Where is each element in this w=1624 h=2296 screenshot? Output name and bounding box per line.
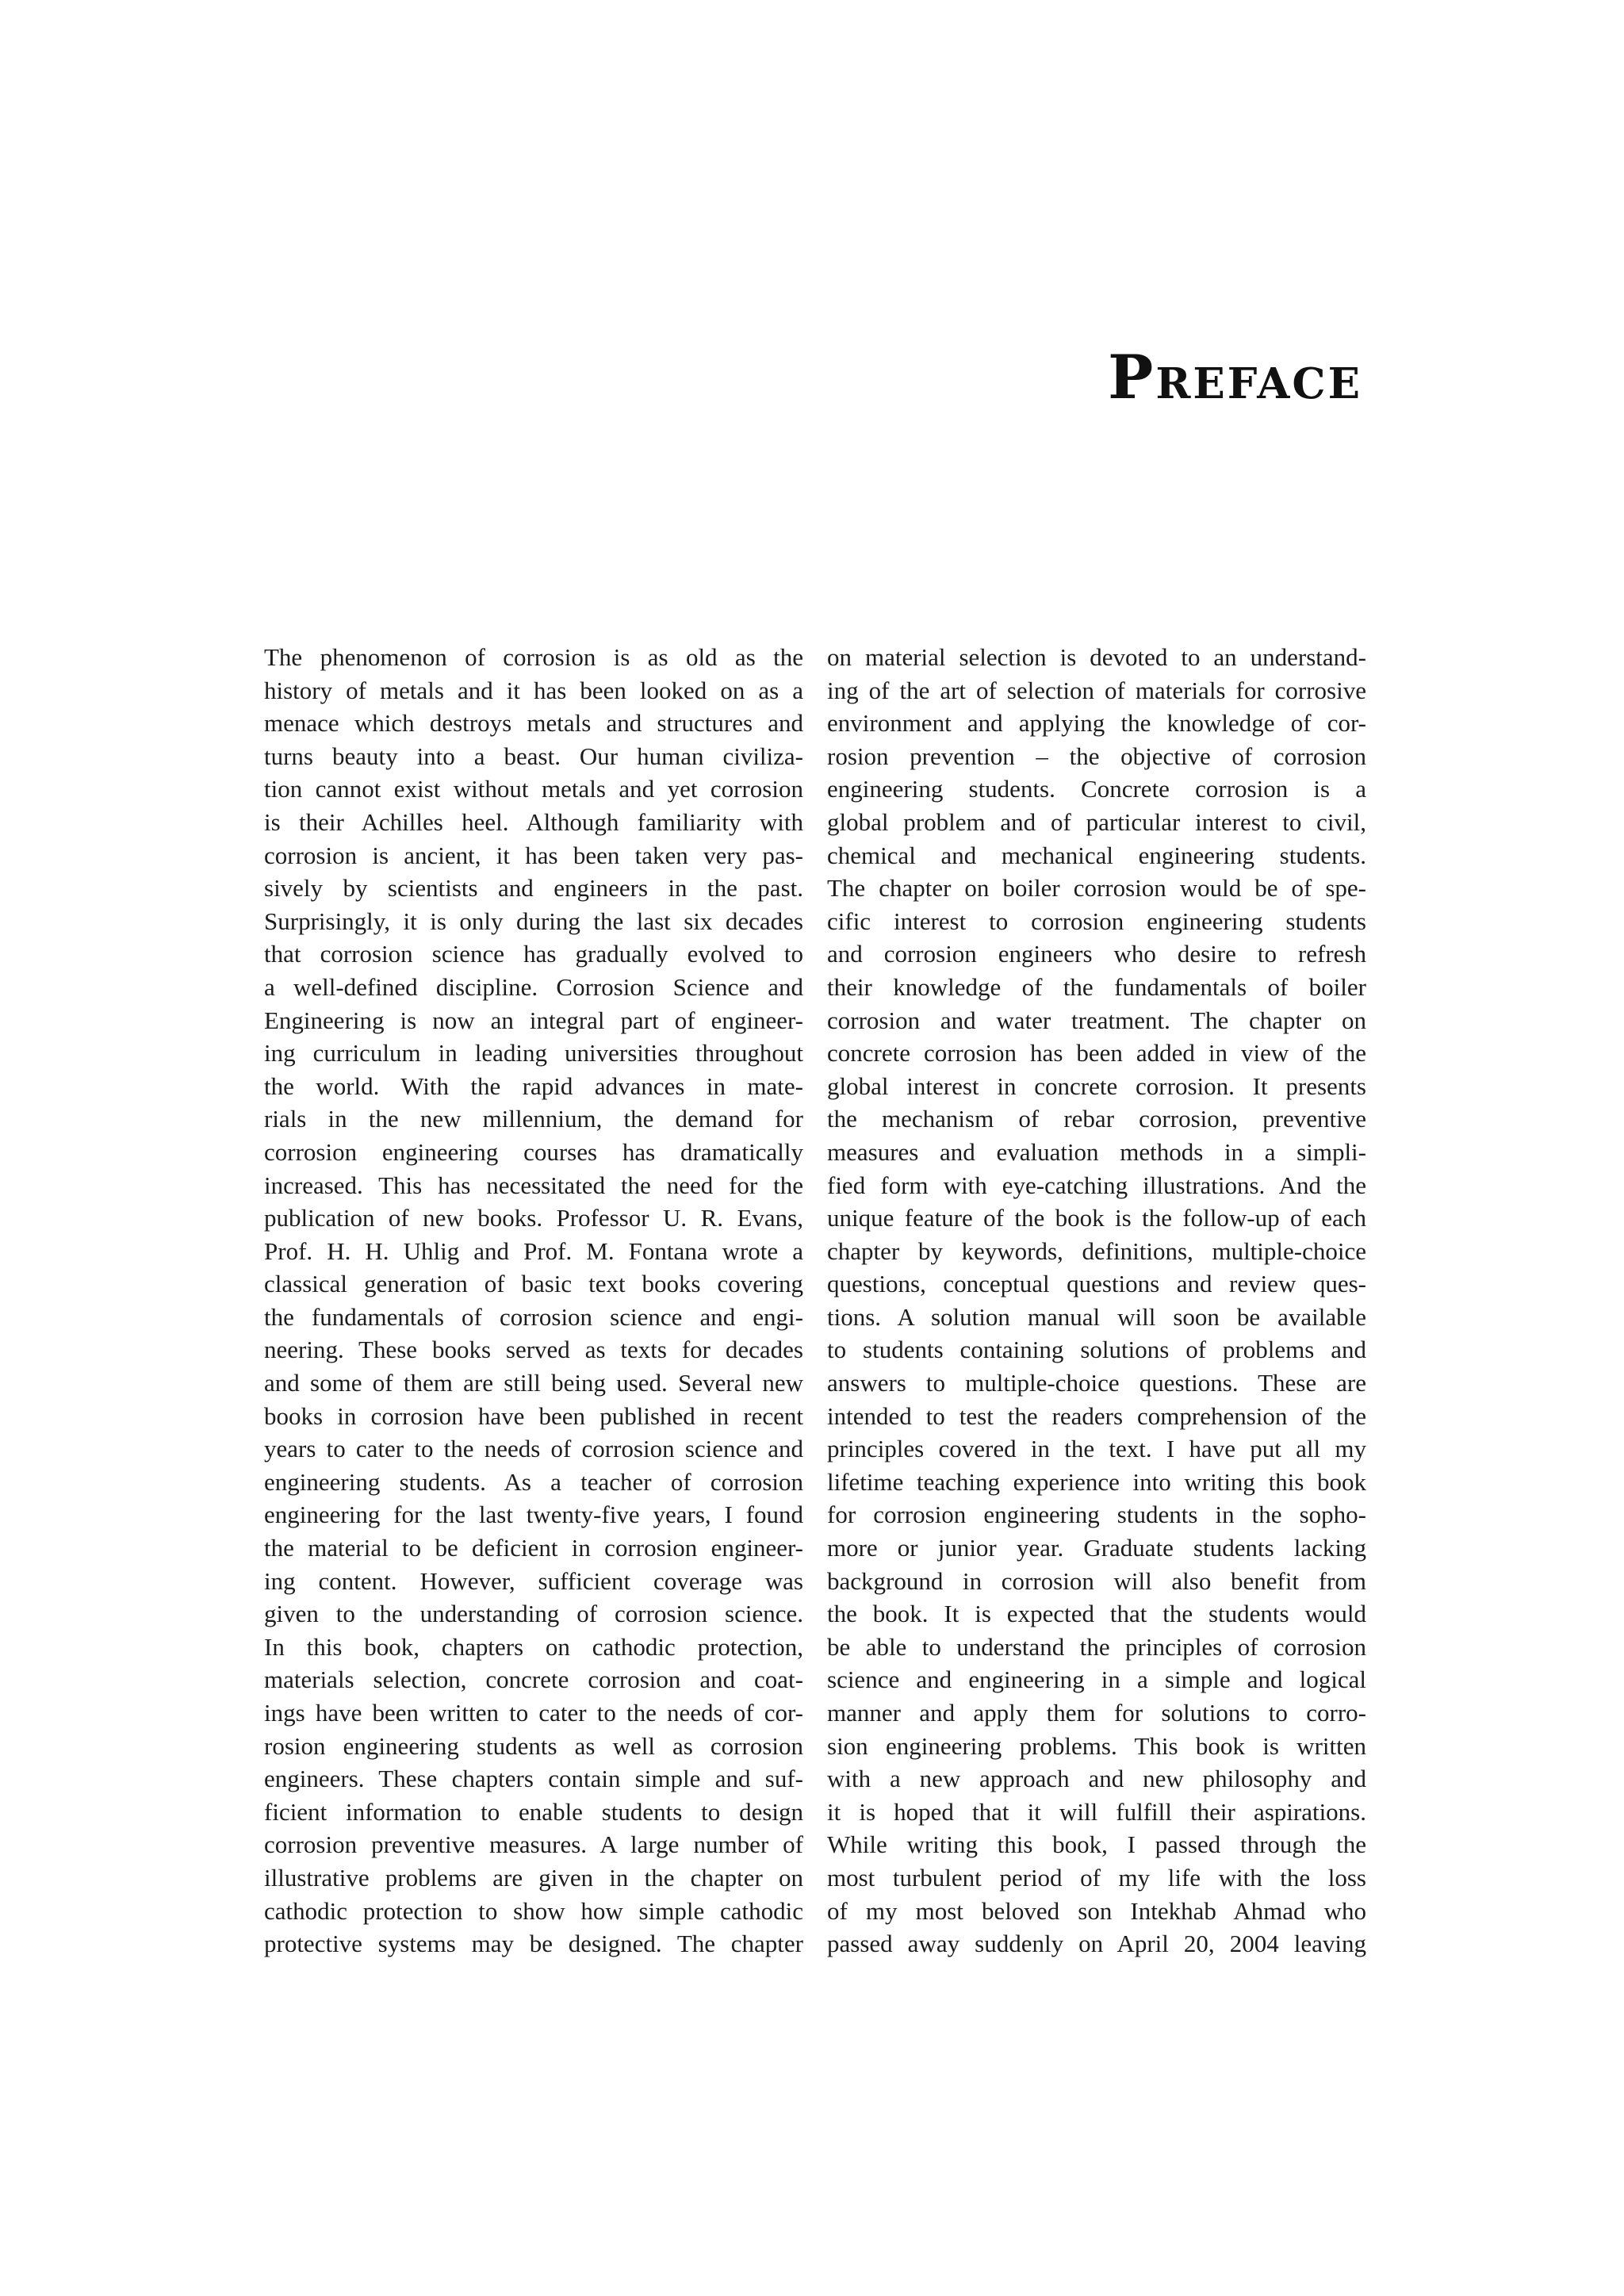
text-line: neering. These books served as texts for decades [264, 1336, 803, 1364]
text-line: and some of them are still being used. Several new [264, 1369, 803, 1397]
text-column-left [264, 641, 803, 1961]
text-line: rosion prevention – the objective of corrosion [827, 742, 1366, 770]
text-line: the book. It is expected that the students would [827, 1600, 1366, 1628]
text-line: be able to understand the principles of corrosion [827, 1632, 1366, 1661]
text-line: environment and applying the knowledge of cor- [827, 709, 1366, 738]
text-line: engineering for the last twenty-five years, I found [264, 1501, 803, 1529]
text-line: most turbulent period of my life with the loss [827, 1863, 1366, 1892]
text-line: unique feature of the book is the follow-up of each [827, 1204, 1366, 1232]
text-line: protective systems may be designed. The chapter [264, 1930, 803, 1958]
text-line: classical generation of basic text books covering [264, 1270, 803, 1298]
text-line: corrosion is ancient, it has been taken very pas- [264, 841, 803, 869]
text-line: The phenomenon of corrosion is as old as the [264, 643, 803, 671]
text-line: corrosion and water treatment. The chapter on [827, 1006, 1366, 1034]
text-line: measures and evaluation methods in a simpli- [827, 1137, 1366, 1166]
text-line: In this book, chapters on cathodic protection, [264, 1632, 803, 1661]
text-line: the fundamentals of corrosion science and engi- [264, 1302, 803, 1331]
text-line: of my most beloved son Intekhab Ahmad who [827, 1896, 1366, 1925]
text-line: tion cannot exist without metals and yet corrosion [264, 775, 803, 803]
text-line: science and engineering in a simple and logical [827, 1665, 1366, 1694]
text-line: Surprisingly, it is only during the last six decades [264, 907, 803, 935]
text-line: While writing this book, I passed through the [827, 1830, 1366, 1859]
text-line: questions, conceptual questions and review ques- [827, 1270, 1366, 1298]
text-line: passed away suddenly on April 20, 2004 leaving [827, 1930, 1366, 1958]
text-line: corrosion preventive measures. A large number of [264, 1830, 803, 1859]
text-line: ing curriculum in leading universities throughout [264, 1039, 803, 1068]
text-line: the mechanism of rebar corrosion, preventive [827, 1105, 1366, 1133]
text-line: sion engineering problems. This book is written [827, 1731, 1366, 1760]
text-line: years to cater to the needs of corrosion science and [264, 1435, 803, 1463]
text-line: a well-defined discipline. Corrosion Science and [264, 972, 803, 1001]
text-line: books in corrosion have been published in recent [264, 1401, 803, 1430]
text-line: chemical and mechanical engineering students. [827, 841, 1366, 869]
text-line: engineering students. As a teacher of corrosion [264, 1467, 803, 1496]
text-line: illustrative problems are given in the chapter on [264, 1863, 803, 1892]
text-line: that corrosion science has gradually evolved to [264, 940, 803, 968]
page-title: Preface [1108, 342, 1362, 412]
text-line: materials selection, concrete corrosion and coat- [264, 1665, 803, 1694]
text-line: increased. This has necessitated the need for the [264, 1171, 803, 1199]
text-line: cathodic protection to show how simple cathodic [264, 1896, 803, 1925]
text-line: menace which destroys metals and structures and [264, 709, 803, 738]
text-line: ficient information to enable students to design [264, 1797, 803, 1826]
text-line: the world. With the rapid advances in mate- [264, 1071, 803, 1100]
text-line: publication of new books. Professor U. R. Evans, [264, 1204, 803, 1232]
text-line: background in corrosion will also benefit from [827, 1566, 1366, 1595]
text-line: lifetime teaching experience into writing this book [827, 1467, 1366, 1496]
text-line: engineering students. Concrete corrosion is a [827, 775, 1366, 803]
text-line: fied form with eye-catching illustrations. And the [827, 1171, 1366, 1199]
text-line: The chapter on boiler corrosion would be of spe- [827, 874, 1366, 903]
text-line: principles covered in the text. I have put all my [827, 1435, 1366, 1463]
text-line: chapter by keywords, definitions, multiple-choice [827, 1236, 1366, 1265]
text-line: Engineering is now an integral part of engineer- [264, 1006, 803, 1034]
text-line: Prof. H. H. Uhlig and Prof. M. Fontana wrote a [264, 1236, 803, 1265]
text-line: turns beauty into a beast. Our human civiliza- [264, 742, 803, 770]
text-line: tions. A solution manual will soon be available [827, 1302, 1366, 1331]
text-line: and corrosion engineers who desire to refresh [827, 940, 1366, 968]
text-line: ings have been written to cater to the needs of cor- [264, 1699, 803, 1727]
text-column-right [827, 641, 1366, 1961]
text-line: cific interest to corrosion engineering students [827, 907, 1366, 935]
text-line: it is hoped that it will fulfill their aspirations. [827, 1797, 1366, 1826]
text-line: answers to multiple-choice questions. These are [827, 1369, 1366, 1397]
text-line: their knowledge of the fundamentals of boiler [827, 972, 1366, 1001]
text-line: intended to test the readers comprehension of the [827, 1401, 1366, 1430]
text-line: global interest in concrete corrosion. It presents [827, 1071, 1366, 1100]
text-line: ing content. However, sufficient coverage was [264, 1566, 803, 1595]
text-line: history of metals and it has been looked on as a [264, 676, 803, 704]
text-line: on material selection is devoted to an understand- [827, 643, 1366, 671]
text-line: with a new approach and new philosophy and [827, 1765, 1366, 1793]
text-line: is their Achilles heel. Although familiarity with [264, 807, 803, 836]
text-line: for corrosion engineering students in the sopho- [827, 1501, 1366, 1529]
text-line: rosion engineering students as well as corrosion [264, 1731, 803, 1760]
text-line: sively by scientists and engineers in the past. [264, 874, 803, 903]
text-line: engineers. These chapters contain simple and suf- [264, 1765, 803, 1793]
text-line: manner and apply them for solutions to corro- [827, 1699, 1366, 1727]
text-line: rials in the new millennium, the demand for [264, 1105, 803, 1133]
text-line: to students containing solutions of problems and [827, 1336, 1366, 1364]
text-line: corrosion engineering courses has dramatically [264, 1137, 803, 1166]
text-line: global problem and of particular interest to civil, [827, 807, 1366, 836]
text-line: more or junior year. Graduate students lacking [827, 1534, 1366, 1562]
text-line: ing of the art of selection of materials for corrosive [827, 676, 1366, 704]
text-line: the material to be deficient in corrosion engineer- [264, 1534, 803, 1562]
text-line: given to the understanding of corrosion science. [264, 1600, 803, 1628]
text-line: concrete corrosion has been added in view of the [827, 1039, 1366, 1068]
